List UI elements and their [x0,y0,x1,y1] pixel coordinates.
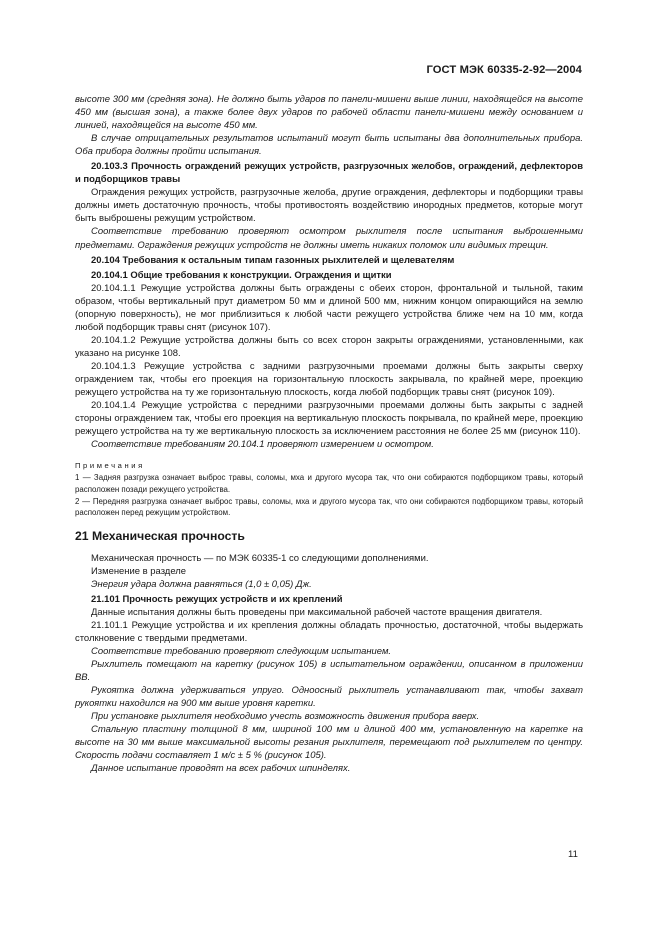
paragraph-21-101-1: 21.101.1 Режущие устройства и их крепления должны обладать прочностью, достаточной, чтобы выдержать столкновение с твердыми предметами. [75,619,583,645]
paragraph-all-spindles: Данное испытание проводят на всех рабочих шпинделях. [91,763,351,775]
notes-title: Примечания [75,461,145,471]
paragraph-impact-energy: Энергия удара должна равняться (1,0 ± 0,05) Дж. [91,578,312,590]
note-item: 2 — Передняя разгрузка означает выброс травы, соломы, мха и другого мусора так, что они собираются подборщиком травы, который расположен перед режущим устройством. [75,496,583,518]
clause-heading-20-104-1: 20.104.1 Общие требования к конструкции. Ограждения и щитки [91,269,392,281]
paragraph-carriage: Рыхлитель помещают на каретку (рисунок 105) в испытательном ограждении, описанном в приложении ВВ. [75,659,583,684]
paragraph-mechanical-strength: Механическая прочность — по МЭК 60335-1 со следующими дополнениями. [91,552,429,564]
note-item: 1 — Задняя разгрузка означает выброс травы, соломы, мха и другого мусора так, что они собираются подборщиком травы, который расположен позади режущего устройства. [75,473,583,494]
paragraph-guards-strength: Ограждения режущих устройств, разгрузочные желоба, другие ограждения, дефлекторы и подборщики травы должны иметь достаточную прочность, чтобы противостоять воздействию инородных предметов, которые могут быть выброшены режущим устройством. [75,187,583,225]
clause-heading-21-101: 21.101 Прочность режущих устройств и их креплений [91,593,343,605]
paragraph-max-speed-test: Данные испытания должны быть проведены при максимальной рабочей частоте вращения двигателя. [91,606,543,618]
paragraph-20-104-1-4: 20.104.1.4 Режущие устройства с передними разгрузочными проемами должны быть закрыты с задней стороны ограждением так, чтобы его проекция на вертикальную плоскость покрывала, по крайней мере, проекцию режущего устройства на ту же вертикальную плоскость за исключением расстояния не более 25 мм (рисунок 110). [75,400,583,438]
paragraph-steel-plate: Стальную пластину толщиной 8 мм, шириной 100 мм и длиной 400 мм, установленную на каретке на высоте на 30 мм выше максимальной высоты резания рыхлителя, перемещают под рыхлителем по центру. Скорость подачи составляет 1 м/с ± 5 % (рисунок 105). [75,724,583,762]
paragraph-continued: высоте 300 мм (средняя зона). Не должно быть ударов по панели-мишени выше линии, находящейся на высоте 450 мм (высшая зона), а также более двух ударов по рабочей области панели-мишени между основанием и линией, находящейся на высоте 450 мм. [75,94,583,132]
paragraph-20-104-1-2: 20.104.1.2 Режущие устройства должны быть со всех сторон закрыты ограждениями, установленными, как указано на рисунке 108. [75,334,583,359]
paragraph-change-in-section: Изменение в разделе [91,565,187,577]
section-title-21: 21 Механическая прочность [75,528,245,543]
paragraph-upward-motion: При установке рыхлителя необходимо учесть возможность движения прибора вверх. [91,711,480,723]
page-number: 11 [568,849,578,860]
paragraph-compliance-measurement: Соответствие требованиям 20.104.1 проверяют измерением и осмотром. [91,439,434,451]
paragraph-compliance-inspection: Соответствие требованию проверяют осмотром рыхлителя после испытания выброшенными предметами. Ограждения режущих устройств не должны иметь никаких поломок или видимых трещин. [75,226,583,251]
page-body [75,93,583,776]
clause-heading-20-103-3: 20.103.3 Прочность ограждений режущих устройств, разгрузочных желобов, ограждений, дефлекторов и подборщиков травы [75,161,583,186]
paragraph-handle: Рукоятка должна удерживаться упруго. Одноосный рыхлитель устанавливают так, чтобы захват рукоятки находился на 900 мм выше уровня каретки. [75,685,583,710]
paragraph-20-104-1-3: 20.104.1.3 Режущие устройства с задними разгрузочными проемами должны быть закрыты сверху ограждением так, чтобы его проекция на горизонтальную плоскость закрывала, по крайней мере, проекцию режущего устройства на ту же горизонтальную плоскость, когда любой подборщик травы снят (рисунок 109). [75,360,583,399]
paragraph-compliance-test: Соответствие требованию проверяют следующим испытанием. [91,646,392,658]
clause-heading-20-104: 20.104 Требования к остальным типам газонных рыхлителей и щелевателям [91,254,455,266]
document-code-header: ГОСТ МЭК 60335-2-92—2004 [426,64,582,76]
paragraph-negative-results: В случае отрицательных результатов испытаний могут быть испытаны два дополнительных прибора. Оба прибора должны пройти испытания. [75,133,583,158]
paragraph-20-104-1-1: 20.104.1.1 Режущие устройства должны быть ограждены с обеих сторон, фронтальной и тыльной, таким образом, чтобы вертикальный прут диаметром 50 мм и длиной 500 мм, нижним концом опирающийся на землю (опорную поверхность), не мог приблизиться к любой части режущего устройства ближе чем на 10 мм, когда любой подборщик травы снят (рисунок 107). [75,282,583,333]
